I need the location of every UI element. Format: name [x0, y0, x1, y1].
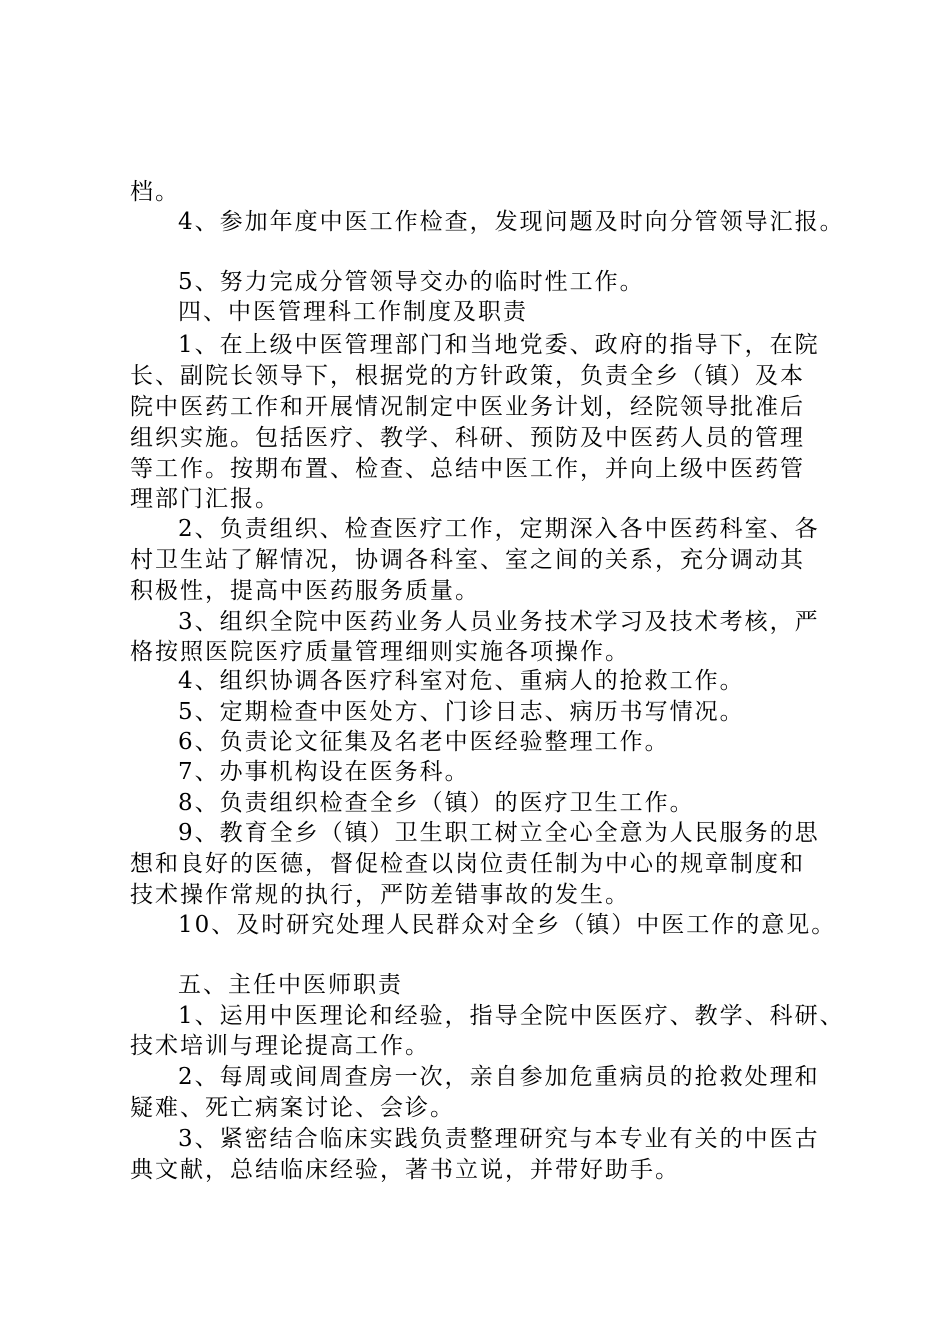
text-line: 9、教育全乡（镇）卫生职工树立全心全意为人民服务的思 — [178, 820, 820, 846]
text-line: 档。 — [130, 179, 180, 205]
text-line: 组织实施。包括医疗、教学、科研、预防及中医药人员的管理 — [130, 425, 805, 451]
section-heading: 四、中医管理科工作制度及职责 — [178, 299, 528, 325]
text-line: 典文献，总结临床经验，著书立说，并带好助手。 — [130, 1157, 680, 1183]
text-line: 2、负责组织、检查医疗工作，定期深入各中医药科室、各 — [178, 516, 820, 542]
text-line: 积极性，提高中医药服务质量。 — [130, 578, 480, 604]
text-line: 等工作。按期布置、检查、总结中医工作，并向上级中医药管 — [130, 456, 805, 482]
text-line: 8、负责组织检查全乡（镇）的医疗卫生工作。 — [178, 790, 695, 816]
text-line: 格按照医院医疗质量管理细则实施各项操作。 — [130, 639, 630, 665]
text-line: 5、努力完成分管领导交办的临时性工作。 — [178, 269, 645, 295]
text-line: 理部门汇报。 — [130, 486, 280, 512]
text-line: 院中医药工作和开展情况制定中医业务计划，经院领导批准后 — [130, 394, 805, 420]
text-line: 3、组织全院中医药业务人员业务技术学习及技术考核，严 — [178, 609, 820, 635]
text-line: 4、组织协调各医疗科室对危、重病人的抢救工作。 — [178, 668, 745, 694]
text-line: 技术操作常规的执行，严防差错事故的发生。 — [130, 882, 630, 908]
section-heading: 五、主任中医师职责 — [178, 972, 403, 998]
text-line: 6、负责论文征集及名老中医经验整理工作。 — [178, 729, 670, 755]
text-line: 1、在上级中医管理部门和当地党委、政府的指导下，在院 — [178, 332, 820, 358]
text-line: 5、定期检查中医处方、门诊日志、病历书写情况。 — [178, 699, 745, 725]
text-line: 1、运用中医理论和经验，指导全院中医医疗、教学、科研、 — [178, 1003, 845, 1029]
text-line: 2、每周或间周查房一次，亲自参加危重病员的抢救处理和 — [178, 1064, 820, 1090]
text-line: 7、办事机构设在医务科。 — [178, 759, 470, 785]
text-line: 疑难、死亡病案讨论、会诊。 — [130, 1095, 455, 1121]
text-line: 10、及时研究处理人民群众对全乡（镇）中医工作的意见。 — [178, 912, 837, 938]
text-line: 想和良好的医德，督促检查以岗位责任制为中心的规章制度和 — [130, 851, 805, 877]
text-line: 技术培训与理论提高工作。 — [130, 1033, 430, 1059]
text-line: 长、副院长领导下，根据党的方针政策，负责全乡（镇）及本 — [130, 363, 805, 389]
text-line: 4、参加年度中医工作检查，发现问题及时向分管领导汇报。 — [178, 209, 845, 235]
text-line: 村卫生站了解情况，协调各科室、室之间的关系，充分调动其 — [130, 547, 805, 573]
text-line: 3、紧密结合临床实践负责整理研究与本专业有关的中医古 — [178, 1126, 820, 1152]
